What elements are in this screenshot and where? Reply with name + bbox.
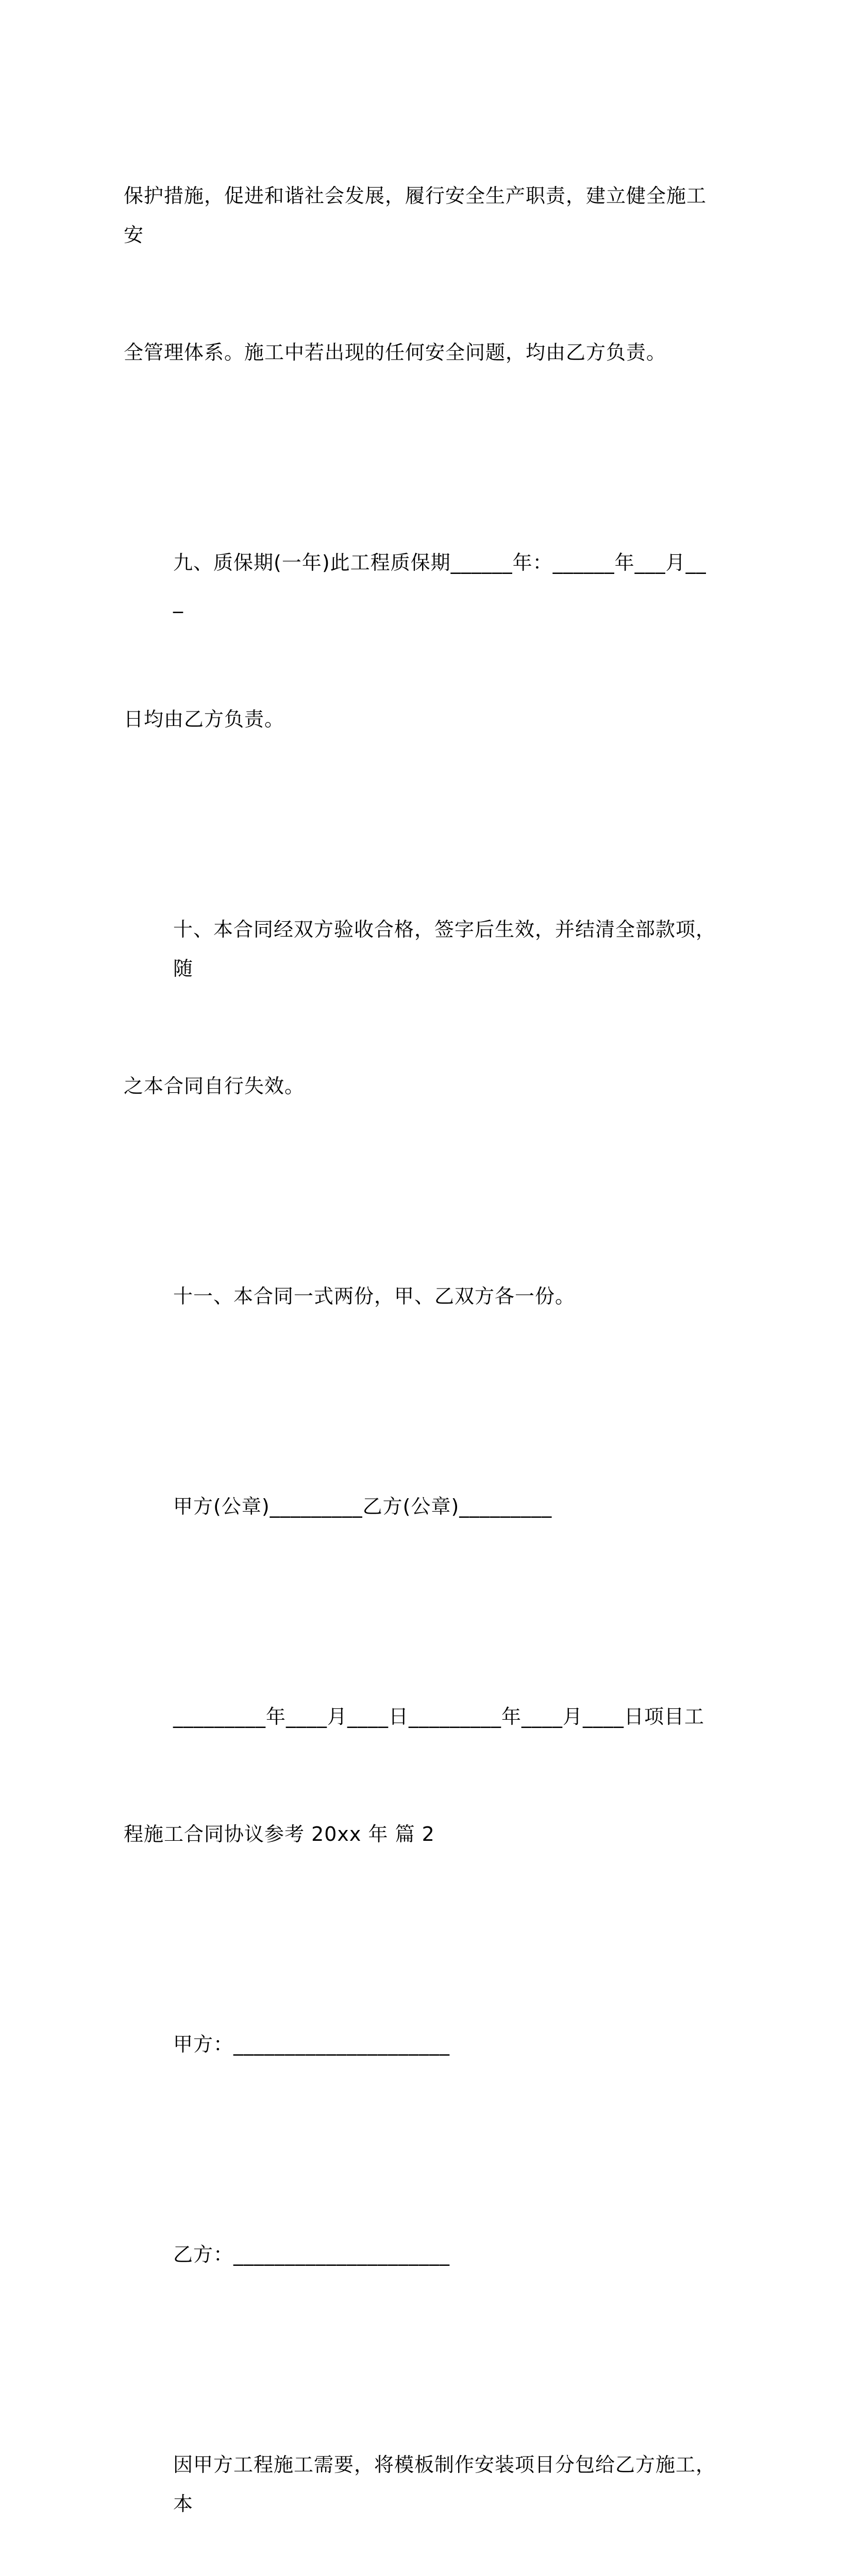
paragraph-preamble: [124, 2367, 716, 2576]
text-line: _________年____月____日_________年____月____日项目工: [173, 1705, 705, 1728]
text-line: 十一、本合同一式两份，甲、乙双方各一份。: [173, 1285, 576, 1308]
text-line: 甲方：_____________________: [173, 2033, 450, 2056]
paragraph-clause-10: [124, 832, 716, 1184]
signature-dates: [124, 1619, 716, 1932]
text-line: 全管理体系。施工中若出现的任何安全问题，均由乙方负责。: [124, 341, 667, 364]
text-line: 日均由乙方负责。: [124, 708, 285, 731]
text-line: 因甲方工程施工需要，将模板制作安装项目分包给乙方施工，本: [173, 2453, 716, 2515]
party-b-field: [124, 2157, 716, 2352]
signature-seals: [124, 1409, 716, 1604]
document-body: [124, 98, 716, 2576]
text-line: 九、质保期(一年)此工程质保期______年：______年___月___: [173, 551, 707, 613]
paragraph-safety: [124, 98, 716, 450]
text-line: 甲方(公章)_________乙方(公章)_________: [173, 1495, 552, 1518]
text-line: 十、本合同经双方验收合格，签字后生效，并结清全部款项，随: [173, 918, 716, 980]
party-a-field: [124, 1946, 716, 2142]
text-line: 程施工合同协议参考 20xx 年 篇 2: [124, 1823, 435, 1845]
paragraph-clause-9: [124, 465, 716, 817]
text-line: 之本合同自行失效。: [124, 1075, 305, 1097]
text-line: 保护措施，促进和谐社会发展，履行安全生产职责，建立健全施工安: [124, 184, 707, 246]
text-line: 乙方：_____________________: [173, 2243, 450, 2266]
paragraph-clause-11: [124, 1198, 716, 1394]
